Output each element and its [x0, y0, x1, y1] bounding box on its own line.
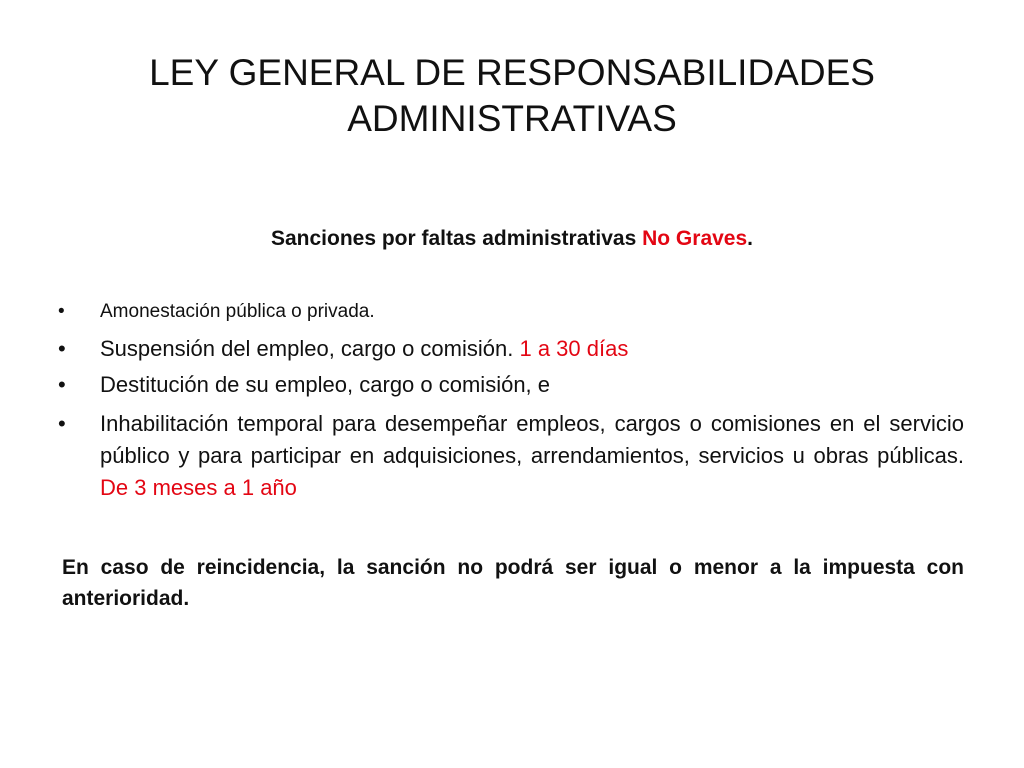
subtitle-end: .	[747, 227, 754, 250]
sanctions-list	[58, 298, 964, 504]
list-item-text: Inhabilitación temporal para desempeñar empleos, cargos o comisiones en el servicio público y para participar en adquisiciones, arrendamientos, servicios u obras públicas.	[100, 411, 964, 468]
bullet-icon: •	[58, 372, 66, 397]
subtitle-text: Sanciones por faltas administrativas	[270, 227, 643, 250]
list-item	[58, 370, 964, 400]
bullet-icon: •	[58, 411, 66, 436]
closing-paragraph: En caso de reincidencia, la sanción no podrá ser igual o menor a la impuesta con anterioridad.	[62, 556, 964, 610]
list-item-highlight: De 3 meses a 1 año	[100, 475, 297, 500]
list-item	[58, 334, 964, 364]
list-item-text: Amonestación pública o privada.	[100, 301, 375, 322]
slide-title: LEY GENERAL DE RESPONSABILIDADES ADMINISTRATIVAS	[149, 52, 875, 139]
list-item-text: Destitución de su empleo, cargo o comisión, e	[100, 372, 551, 397]
list-item	[58, 298, 964, 326]
bullet-icon: •	[58, 301, 65, 322]
slide-subtitle	[60, 226, 964, 252]
list-item	[58, 408, 964, 504]
bullet-icon: •	[58, 336, 66, 361]
subtitle-highlight: No Graves	[642, 227, 748, 250]
list-item-text: Suspensión del empleo, cargo o comisión.	[100, 336, 520, 361]
list-item-highlight: 1 a 30 días	[519, 336, 629, 361]
